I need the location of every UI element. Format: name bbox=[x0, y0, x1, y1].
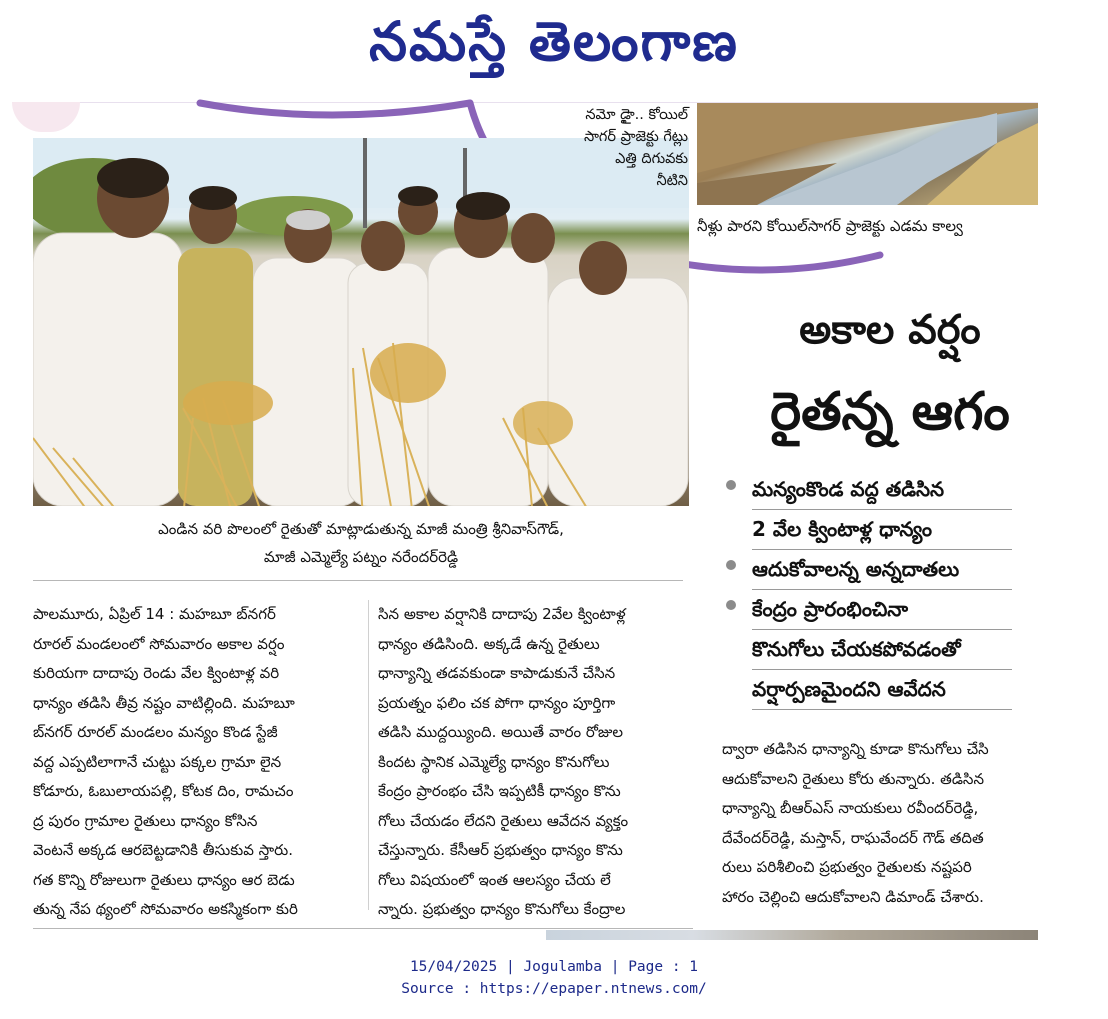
article-line: న్నారు. ప్రభుత్వం ధాన్యం కొనుగోలు కేంద్రాల bbox=[378, 900, 626, 918]
article-line: హారం చెల్లించి ఆదుకోవాలని డిమాండ్ చేశారు. bbox=[722, 887, 984, 906]
article-line: ద్ర పురం గ్రామాల రైతులు ధాన్యం కోసిన bbox=[33, 811, 258, 830]
kicker-line: నమో డైౖా.. కోయిల్ bbox=[585, 107, 688, 123]
bullet-icon bbox=[726, 560, 736, 570]
highlight-line: వర్షార్పణమైందని ఆవేదన bbox=[752, 677, 946, 701]
article-line: దేవేందర్‌రెడ్డి, మస్తాన్, రాఘవేందర్ గౌడ్ తదిత bbox=[722, 828, 984, 847]
article-line: ఆదుకోవాలని రైతులు కోరు తున్నారు. తడిసిన bbox=[722, 769, 984, 788]
article-line: గోలు చేయడం లేదని రైతులు ఆవేదన వ్యక్తం bbox=[378, 811, 629, 830]
article-line: సిన అకాల వర్షానికి దాదాపు 2వేల క్వింటాళ్ల bbox=[378, 605, 626, 623]
photo-caption bbox=[33, 515, 689, 571]
masthead bbox=[0, 0, 1108, 90]
photo-caption-line: మాజీ ఎమ్మెల్యే పట్నం నరేందర్‌రెడ్డి bbox=[263, 548, 459, 566]
article-line: కిందట స్థానిక ఎమ్మెల్యే ధాన్యం కొనుగోలు bbox=[378, 752, 610, 771]
divider bbox=[752, 709, 1012, 710]
article-line: కేంద్రం ప్రారంభం చేసి ఇప్పటికీ ధాన్యం కొను bbox=[378, 782, 621, 800]
article-line: ధాన్యం తడిసి తీవ్ర నష్టం వాటిల్లింది. మహబూ bbox=[33, 693, 295, 712]
article-column-1 bbox=[33, 600, 363, 925]
article-line: ధాన్యాన్ని తడవకుండా కాపాడుకునే చేసిన bbox=[378, 664, 616, 682]
article-line: పాలమూరు, ఏప్రిల్ 14 : మహబూ బ్‌నగర్ bbox=[33, 605, 276, 623]
article-line: వద్ద ఎప్పటిలాగానే చుట్టు పక్కల గ్రామా లైన bbox=[33, 752, 282, 771]
article-column-3 bbox=[722, 735, 1042, 912]
main-photo bbox=[33, 138, 689, 506]
highlight-line: కేంద్రం ప్రారంభించినా bbox=[752, 597, 909, 621]
next-photo-strip bbox=[546, 930, 1038, 940]
article-line: ద్వారా తడిసిన ధాన్యాన్ని కూడా కొనుగోలు చేసి bbox=[722, 740, 989, 758]
kicker-text bbox=[530, 104, 688, 192]
article-line: చేస్తున్నారు. కేసీఆర్ ప్రభుత్వం ధాన్యం కొను bbox=[378, 841, 623, 859]
article-line: రులు పరిశీలించి ప్రభుత్వం రైతులకు నష్టపరి bbox=[722, 858, 972, 876]
headline-line-2: రైతన్న ఆగం bbox=[770, 382, 1010, 442]
highlight-line: 2 వేల క్వింటాళ్ల ధాన్యం bbox=[752, 517, 933, 541]
article-line: వెంటనే అక్కడ ఆరబెట్టడానికి తీసుకువ స్తారు. bbox=[33, 841, 293, 859]
kicker-line: నీటిని bbox=[656, 173, 688, 189]
article-line: రూరల్ మండలంలో సోమవారం అకాల వర్షం bbox=[33, 634, 285, 653]
article-line: తడిసి ముద్దయ్యింది. అయితే వారం రోజుల bbox=[378, 723, 624, 741]
highlight-item bbox=[722, 470, 1042, 550]
article-line: గత కొన్ని రోజులుగా రైతులు ధాన్యం ఆర బెడు bbox=[33, 870, 295, 889]
source-link[interactable]: Source : https://epaper.ntnews.com/ bbox=[401, 981, 707, 997]
article-line: బ్‌నగర్ రూరల్ మండలం మన్యం కొండ స్టేజీ bbox=[33, 723, 278, 741]
article-line: గోలు విషయంలో ఇంత ఆలస్యం చేయ లే bbox=[378, 870, 611, 889]
highlight-item bbox=[722, 590, 1042, 710]
article-line: కోడూరు, ఓబులాయపల్లి, కోటక దిం, రామచం bbox=[33, 782, 294, 800]
page-footer bbox=[0, 956, 1108, 1000]
highlight-line: కొనుగోలు చేయకపోవడంతో bbox=[752, 637, 961, 661]
highlight-line: ఆదుకోవాలన్న అన్నదాతలు bbox=[752, 557, 960, 581]
bullet-icon bbox=[726, 600, 736, 610]
canal-photo bbox=[697, 103, 1038, 205]
edition-info: 15/04/2025 | Jogulamba | Page : 1 bbox=[409, 959, 699, 975]
bottom-divider bbox=[33, 928, 693, 929]
photo-caption-line: ఎండిన వరి పొలంలో రైతుతో మాట్లాడుతున్న మాజీ మంత్రి శ్రీనివాస్‌గౌడ్, bbox=[158, 520, 564, 538]
column-divider bbox=[368, 600, 369, 910]
article-line: ధాన్యాన్ని బీఆర్‌ఎస్ నాయకులు రవీందర్‌రెడ్డి, bbox=[722, 799, 979, 817]
article-line: తున్న నేప థ్యంలో సోమవారం అకస్మికంగా కురి bbox=[33, 900, 298, 918]
caption-divider bbox=[33, 580, 683, 581]
newspaper-logo: నమస్తే తెలంగాణ bbox=[369, 9, 739, 73]
article-line: కురియగా దాదాపు రెండు వేల క్వింటాళ్ల వరి bbox=[33, 664, 280, 682]
highlights-list bbox=[722, 470, 1042, 710]
highlight-line: మన్యంకొండ వద్ద తడిసిన bbox=[752, 477, 945, 501]
highlight-item bbox=[722, 550, 1042, 590]
article-line: ధాన్యం తడిసింది. అక్కడే ఉన్న రైతులు bbox=[378, 634, 600, 653]
kicker-line: సాగర్ ప్రాజెక్టు గేట్లు bbox=[583, 129, 688, 145]
article-line: ప్రయత్నం ఫలిం చక పోగా ధాన్యం పూర్తిగా bbox=[378, 693, 616, 712]
kicker-line: ఎత్తి దిగువకు bbox=[615, 151, 688, 167]
canal-photo-caption: నీళ్లు పారని కోయిల్‌సాగర్ ప్రాజెక్టు ఎడమ కాల్వ bbox=[697, 217, 963, 235]
bullet-icon bbox=[726, 480, 736, 490]
article-column-2 bbox=[378, 600, 698, 925]
headline-line-1: అకాల వర్షం bbox=[799, 307, 981, 353]
